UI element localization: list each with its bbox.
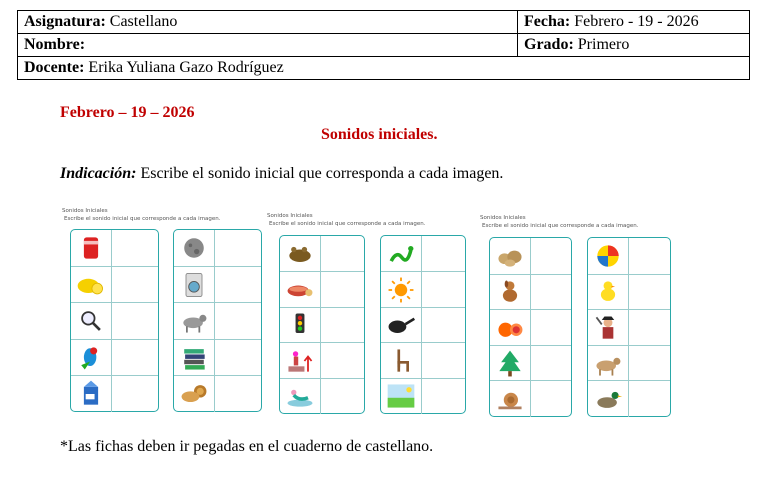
worksheet-row bbox=[71, 302, 158, 339]
worksheet-row bbox=[490, 274, 571, 311]
worksheet-column bbox=[489, 237, 572, 417]
answer-box[interactable] bbox=[214, 340, 261, 376]
frog-icon bbox=[280, 236, 320, 271]
washing-machine-icon bbox=[174, 267, 214, 303]
pirate-icon bbox=[588, 310, 628, 346]
worksheet-row bbox=[490, 309, 571, 346]
answer-box[interactable] bbox=[628, 238, 670, 274]
worksheet-title: Sonidos Iniciales bbox=[480, 215, 526, 221]
name-label: Nombre: bbox=[24, 36, 86, 53]
header-table bbox=[17, 10, 750, 80]
answer-box[interactable] bbox=[530, 238, 571, 274]
answer-box[interactable] bbox=[530, 346, 571, 382]
worksheet-row bbox=[71, 375, 158, 412]
worksheet-row bbox=[381, 307, 465, 343]
date-cell bbox=[518, 11, 750, 34]
worksheet-row bbox=[588, 345, 670, 382]
answer-box[interactable] bbox=[111, 303, 158, 339]
answer-box[interactable] bbox=[530, 381, 571, 417]
answer-box[interactable] bbox=[421, 236, 465, 271]
worksheet-title: Sonidos Iniciales bbox=[267, 213, 313, 219]
frying-pan-icon bbox=[381, 308, 421, 343]
subject-cell bbox=[18, 11, 518, 34]
parrot-icon bbox=[71, 340, 111, 376]
date-line: Febrero – 19 – 2026 bbox=[60, 104, 195, 121]
answer-box[interactable] bbox=[421, 272, 465, 307]
worksheet-subtitle: Escribe el sonido inicial que corresponde a cada imagen. bbox=[64, 216, 221, 222]
snake-icon bbox=[381, 236, 421, 271]
worksheet-column bbox=[279, 235, 365, 414]
snail-icon bbox=[490, 381, 530, 417]
magnifier-icon bbox=[71, 303, 111, 339]
worksheet-row bbox=[381, 342, 465, 378]
answer-box[interactable] bbox=[214, 303, 261, 339]
landscape-icon bbox=[381, 379, 421, 414]
teacher-cell bbox=[18, 57, 750, 80]
worksheet-row bbox=[588, 380, 670, 417]
lion-icon bbox=[174, 376, 214, 412]
worksheet-title: Sonidos Iniciales bbox=[62, 208, 108, 214]
worksheet-column bbox=[70, 229, 159, 412]
worksheet-row bbox=[588, 274, 670, 311]
answer-box[interactable] bbox=[530, 275, 571, 311]
answer-box[interactable] bbox=[320, 272, 364, 307]
grade-cell bbox=[518, 34, 750, 57]
subject-value: Castellano bbox=[109, 13, 178, 30]
worksheet-row bbox=[71, 230, 158, 266]
instruction bbox=[60, 165, 503, 183]
worksheet-row bbox=[174, 266, 261, 303]
worksheet-row bbox=[381, 236, 465, 271]
worksheet-row bbox=[490, 345, 571, 382]
date-value: Febrero - 19 - 2026 bbox=[574, 13, 699, 30]
answer-box[interactable] bbox=[320, 236, 364, 271]
footer-note: *Las fichas deben ir pegadas en el cuaderno de castellano. bbox=[60, 438, 434, 455]
worksheet-row bbox=[280, 236, 364, 271]
milk-carton-icon bbox=[71, 376, 111, 412]
orange-icon bbox=[490, 310, 530, 346]
answer-box[interactable] bbox=[628, 310, 670, 346]
worksheet-row bbox=[280, 271, 364, 307]
worksheet-row bbox=[174, 302, 261, 339]
answer-box[interactable] bbox=[214, 267, 261, 303]
worksheet-column bbox=[380, 235, 466, 414]
worksheet-row bbox=[280, 378, 364, 414]
soup-icon bbox=[280, 272, 320, 307]
climbing-boy-icon bbox=[280, 343, 320, 378]
instruction-label: Indicación: bbox=[60, 165, 137, 182]
worksheet-row bbox=[381, 378, 465, 414]
chick-icon bbox=[588, 275, 628, 311]
lemon-icon bbox=[71, 267, 111, 303]
instruction-text: Escribe el sonido inicial que corresponda a cada imagen. bbox=[136, 165, 504, 182]
worksheet-row bbox=[490, 238, 571, 274]
books-icon bbox=[174, 340, 214, 376]
answer-box[interactable] bbox=[214, 230, 261, 266]
worksheet-row bbox=[280, 342, 364, 378]
worksheet-row bbox=[174, 375, 261, 412]
name-cell bbox=[18, 34, 518, 57]
answer-box[interactable] bbox=[421, 343, 465, 378]
traffic-light-icon bbox=[280, 308, 320, 343]
worksheet-row bbox=[280, 307, 364, 343]
moon-icon bbox=[174, 230, 214, 266]
answer-box[interactable] bbox=[320, 379, 364, 414]
answer-box[interactable] bbox=[111, 230, 158, 266]
grade-label: Grado: bbox=[524, 36, 574, 53]
worksheet-column bbox=[587, 237, 671, 417]
worksheet-row bbox=[588, 238, 670, 274]
worksheet-subtitle: Escribe el sonido inicial que corresponde a cada imagen. bbox=[482, 223, 639, 229]
worksheet-row bbox=[71, 339, 158, 376]
worksheet-row bbox=[588, 309, 670, 346]
ball-icon bbox=[588, 238, 628, 274]
pine-tree-icon bbox=[490, 346, 530, 382]
potatoes-icon bbox=[490, 238, 530, 274]
answer-box[interactable] bbox=[628, 275, 670, 311]
answer-box[interactable] bbox=[111, 376, 158, 412]
dog-icon bbox=[490, 275, 530, 311]
answer-box[interactable] bbox=[421, 308, 465, 343]
soda-can-icon bbox=[71, 230, 111, 266]
worksheet-row bbox=[174, 230, 261, 266]
answer-box[interactable] bbox=[628, 381, 670, 417]
chair-icon bbox=[381, 343, 421, 378]
answer-box[interactable] bbox=[320, 308, 364, 343]
worksheet-row bbox=[174, 339, 261, 376]
worksheet-row bbox=[490, 380, 571, 417]
answer-box[interactable] bbox=[111, 267, 158, 303]
duck-icon bbox=[588, 381, 628, 417]
grade-value: Primero bbox=[577, 36, 630, 53]
answer-box[interactable] bbox=[214, 376, 261, 412]
worksheet-row bbox=[381, 271, 465, 307]
answer-box[interactable] bbox=[530, 310, 571, 346]
answer-box[interactable] bbox=[320, 343, 364, 378]
teacher-label: Docente: bbox=[24, 59, 85, 76]
worksheet-column bbox=[173, 229, 262, 412]
mermaid-icon bbox=[280, 379, 320, 414]
page-title: Sonidos iniciales. bbox=[321, 126, 438, 143]
answer-box[interactable] bbox=[421, 379, 465, 414]
puma-icon bbox=[588, 346, 628, 382]
subject-label: Asignatura: bbox=[24, 13, 106, 30]
wolf-icon bbox=[174, 303, 214, 339]
answer-box[interactable] bbox=[111, 340, 158, 376]
sun-icon bbox=[381, 272, 421, 307]
worksheet-subtitle: Escribe el sonido inicial que corresponde a cada imagen. bbox=[269, 221, 426, 227]
worksheet-row bbox=[71, 266, 158, 303]
date-label: Fecha: bbox=[524, 13, 571, 30]
teacher-value: Erika Yuliana Gazo Rodríguez bbox=[88, 59, 284, 76]
answer-box[interactable] bbox=[628, 346, 670, 382]
